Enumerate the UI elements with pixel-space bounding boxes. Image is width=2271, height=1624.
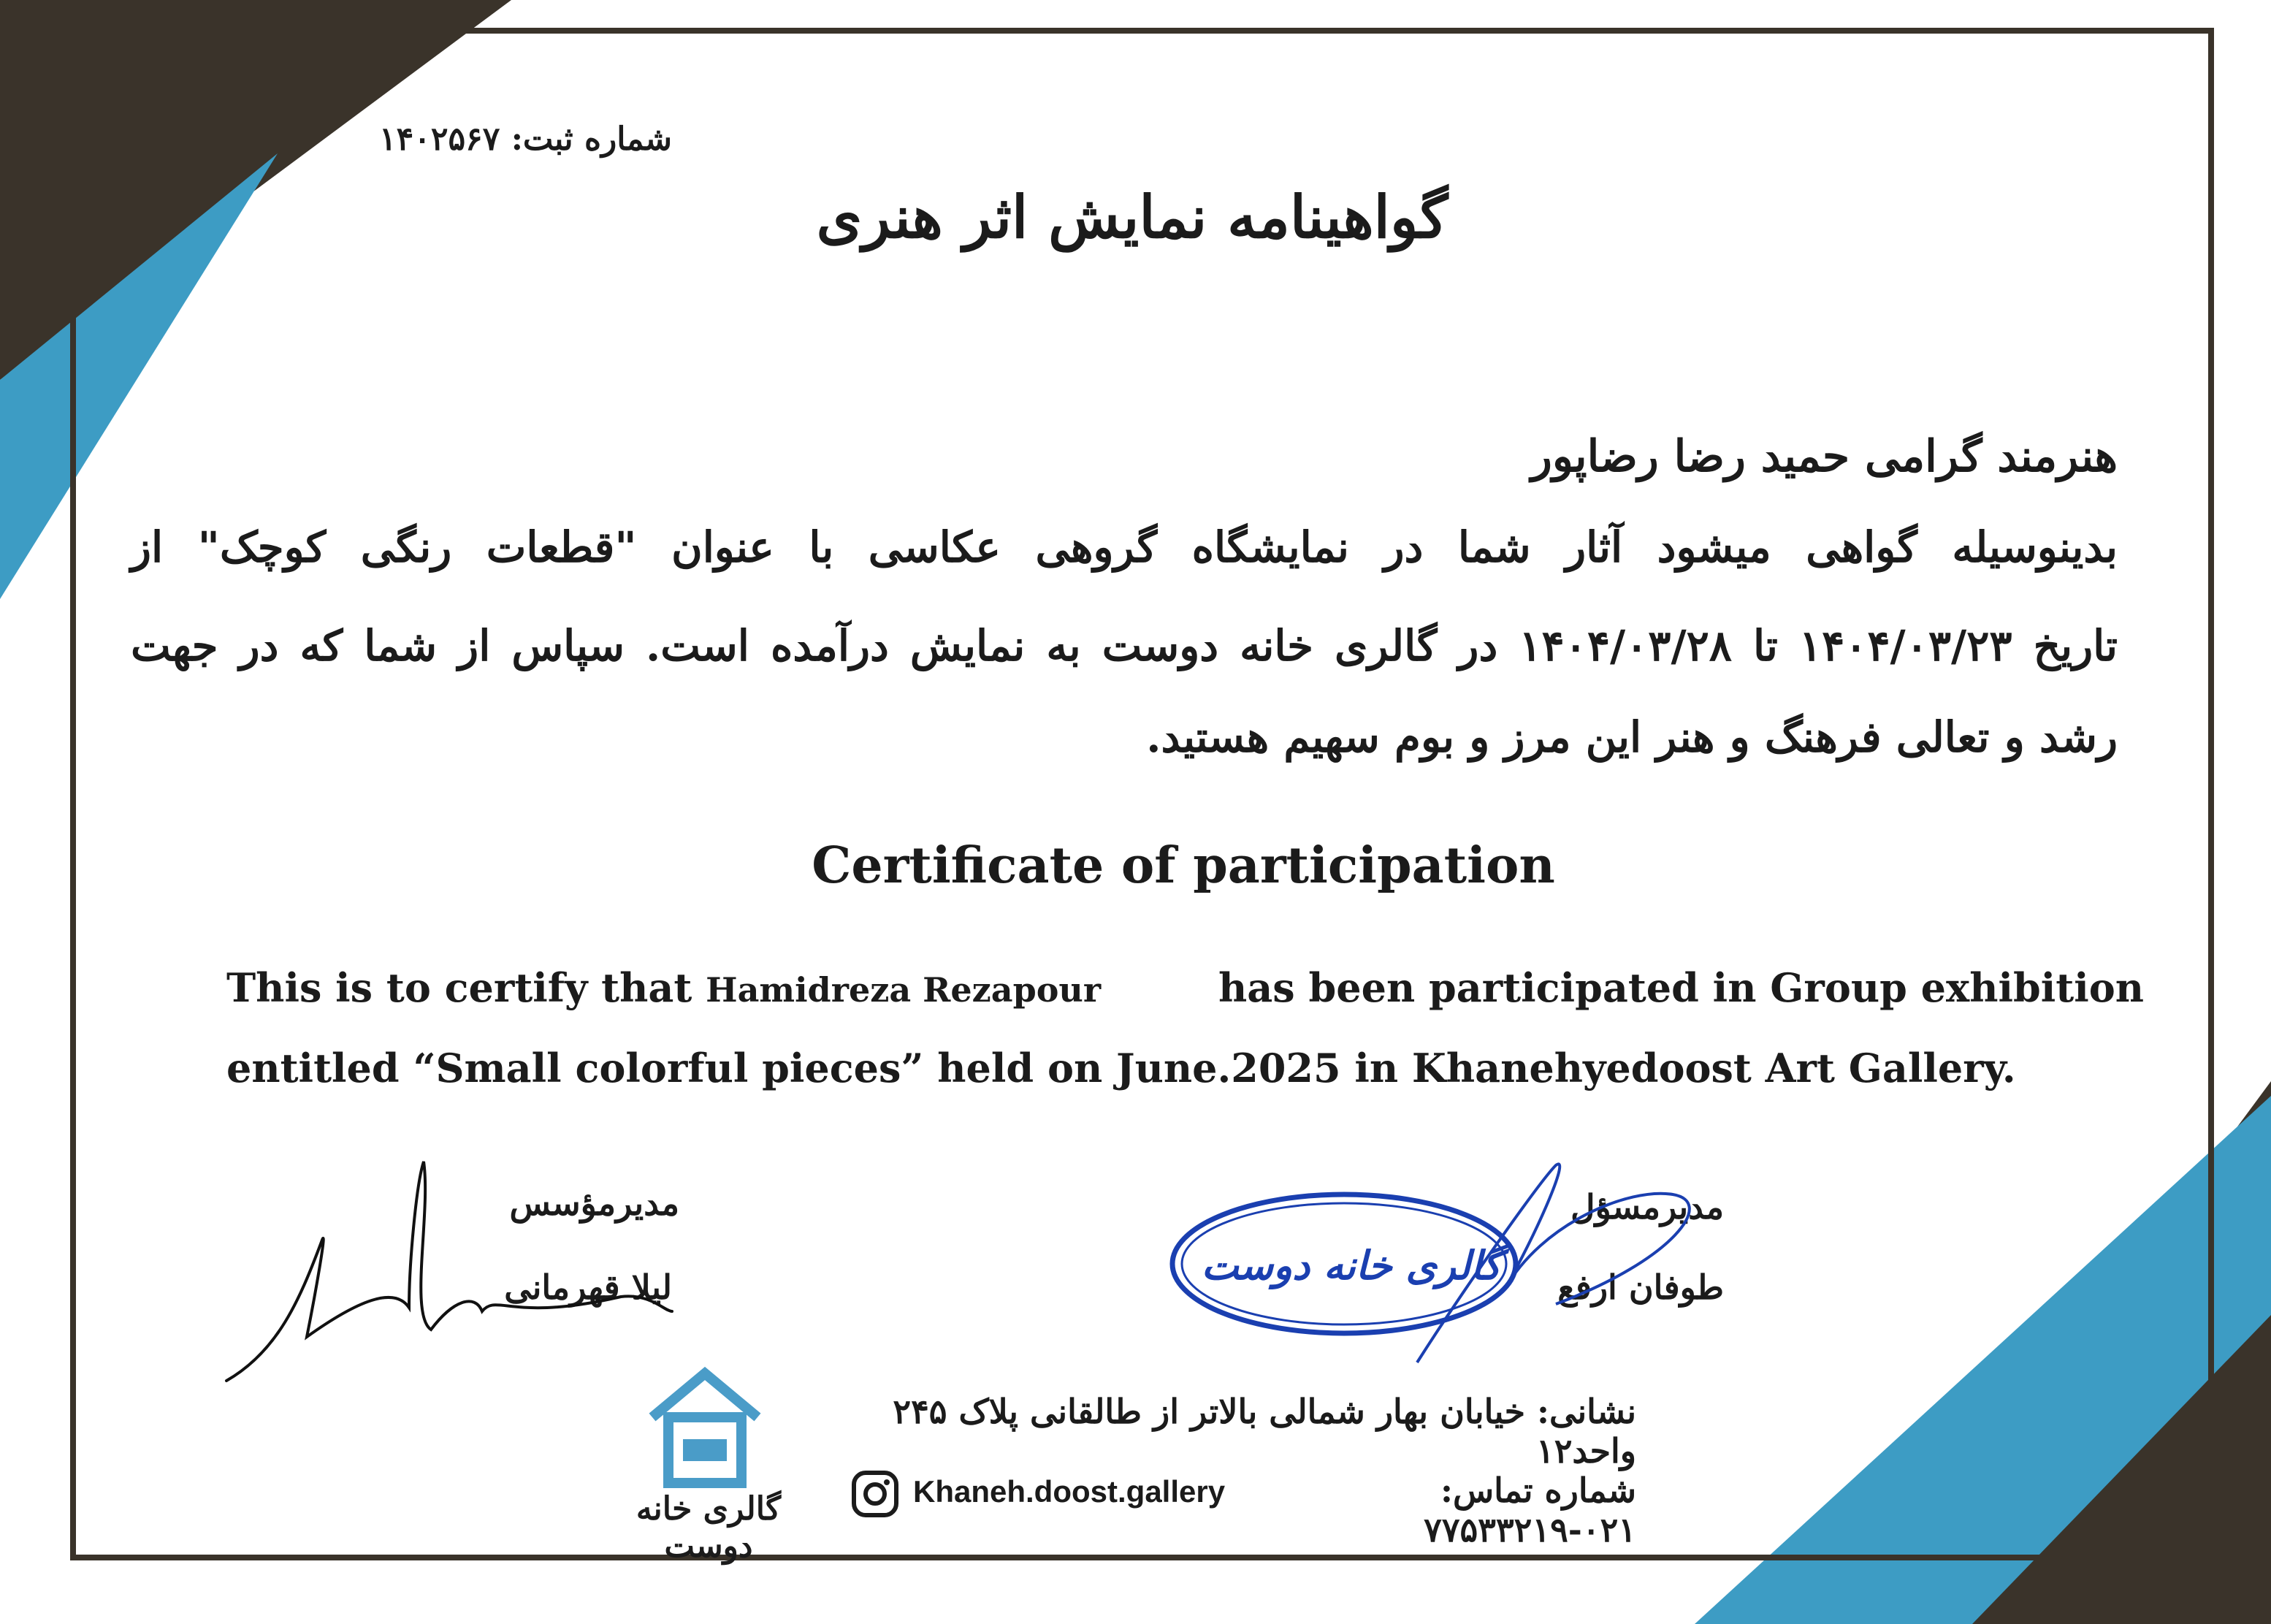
logo-name: گالری خانه دوست	[636, 1490, 782, 1565]
persian-title: گواهینامه نمایش اثر هنری	[816, 183, 1449, 251]
instagram-handle[interactable]: Khaneh.doost.gallery	[913, 1474, 1226, 1509]
founder-signature	[212, 1154, 694, 1395]
persian-salutation: هنرمند گرامی حمید رضا رضاپور	[1530, 431, 2118, 482]
founder-role: مدیرمؤسس	[509, 1183, 679, 1223]
house-logo-icon	[646, 1366, 763, 1490]
manager-name: طوفان ارفع	[1557, 1267, 1724, 1307]
english-body-line-2: entitled “Small colorful pieces” held on June.2025 in Khanehyedoost Art Gallery.	[226, 1045, 2016, 1091]
participant-name: Hamidreza Rezapour	[706, 970, 1102, 1010]
manager-role: مدیرمسؤل	[1570, 1187, 1724, 1227]
stamp-text: گالری خانه دوست	[1201, 1242, 1502, 1289]
english-title: Certificate of participation	[812, 836, 1555, 895]
certify-suffix: has been participated in Group exhibition	[1218, 964, 2144, 1011]
instagram-icon	[851, 1470, 899, 1518]
registration-number: شماره ثبت: ۱۴۰۲۵۶۷	[378, 121, 672, 158]
persian-body-line: بدینوسیله گواهی میشود آثار شما در نمایشگاه گروهی عکاسی با عنوان "قطعات رنگی کوچک" از	[131, 522, 2118, 572]
certify-prefix: This is to certify that	[226, 964, 692, 1011]
phone: شماره تماس: ۰۲۱-۷۷۵۳۳۲۱۹	[1424, 1471, 1636, 1549]
english-body-line-1	[226, 964, 2144, 1011]
persian-body-line: رشد و تعالی فرهنگ و هنر این مرز و بوم سهیم هستید.	[1146, 712, 2118, 762]
persian-body-line: تاریخ ۱۴۰۴/۰۳/۲۳ تا ۱۴۰۴/۰۳/۲۸ در گالری خانه دوست به نمایش درآمده است. سپاس از شما که در جهت	[131, 621, 2118, 671]
founder-name: لیلا قهرمانی	[504, 1267, 672, 1307]
address: نشانی: خیابان بهار شمالی بالاتر از طالقانی پلاک ۲۴۵ واحد۱۲	[893, 1392, 1636, 1471]
